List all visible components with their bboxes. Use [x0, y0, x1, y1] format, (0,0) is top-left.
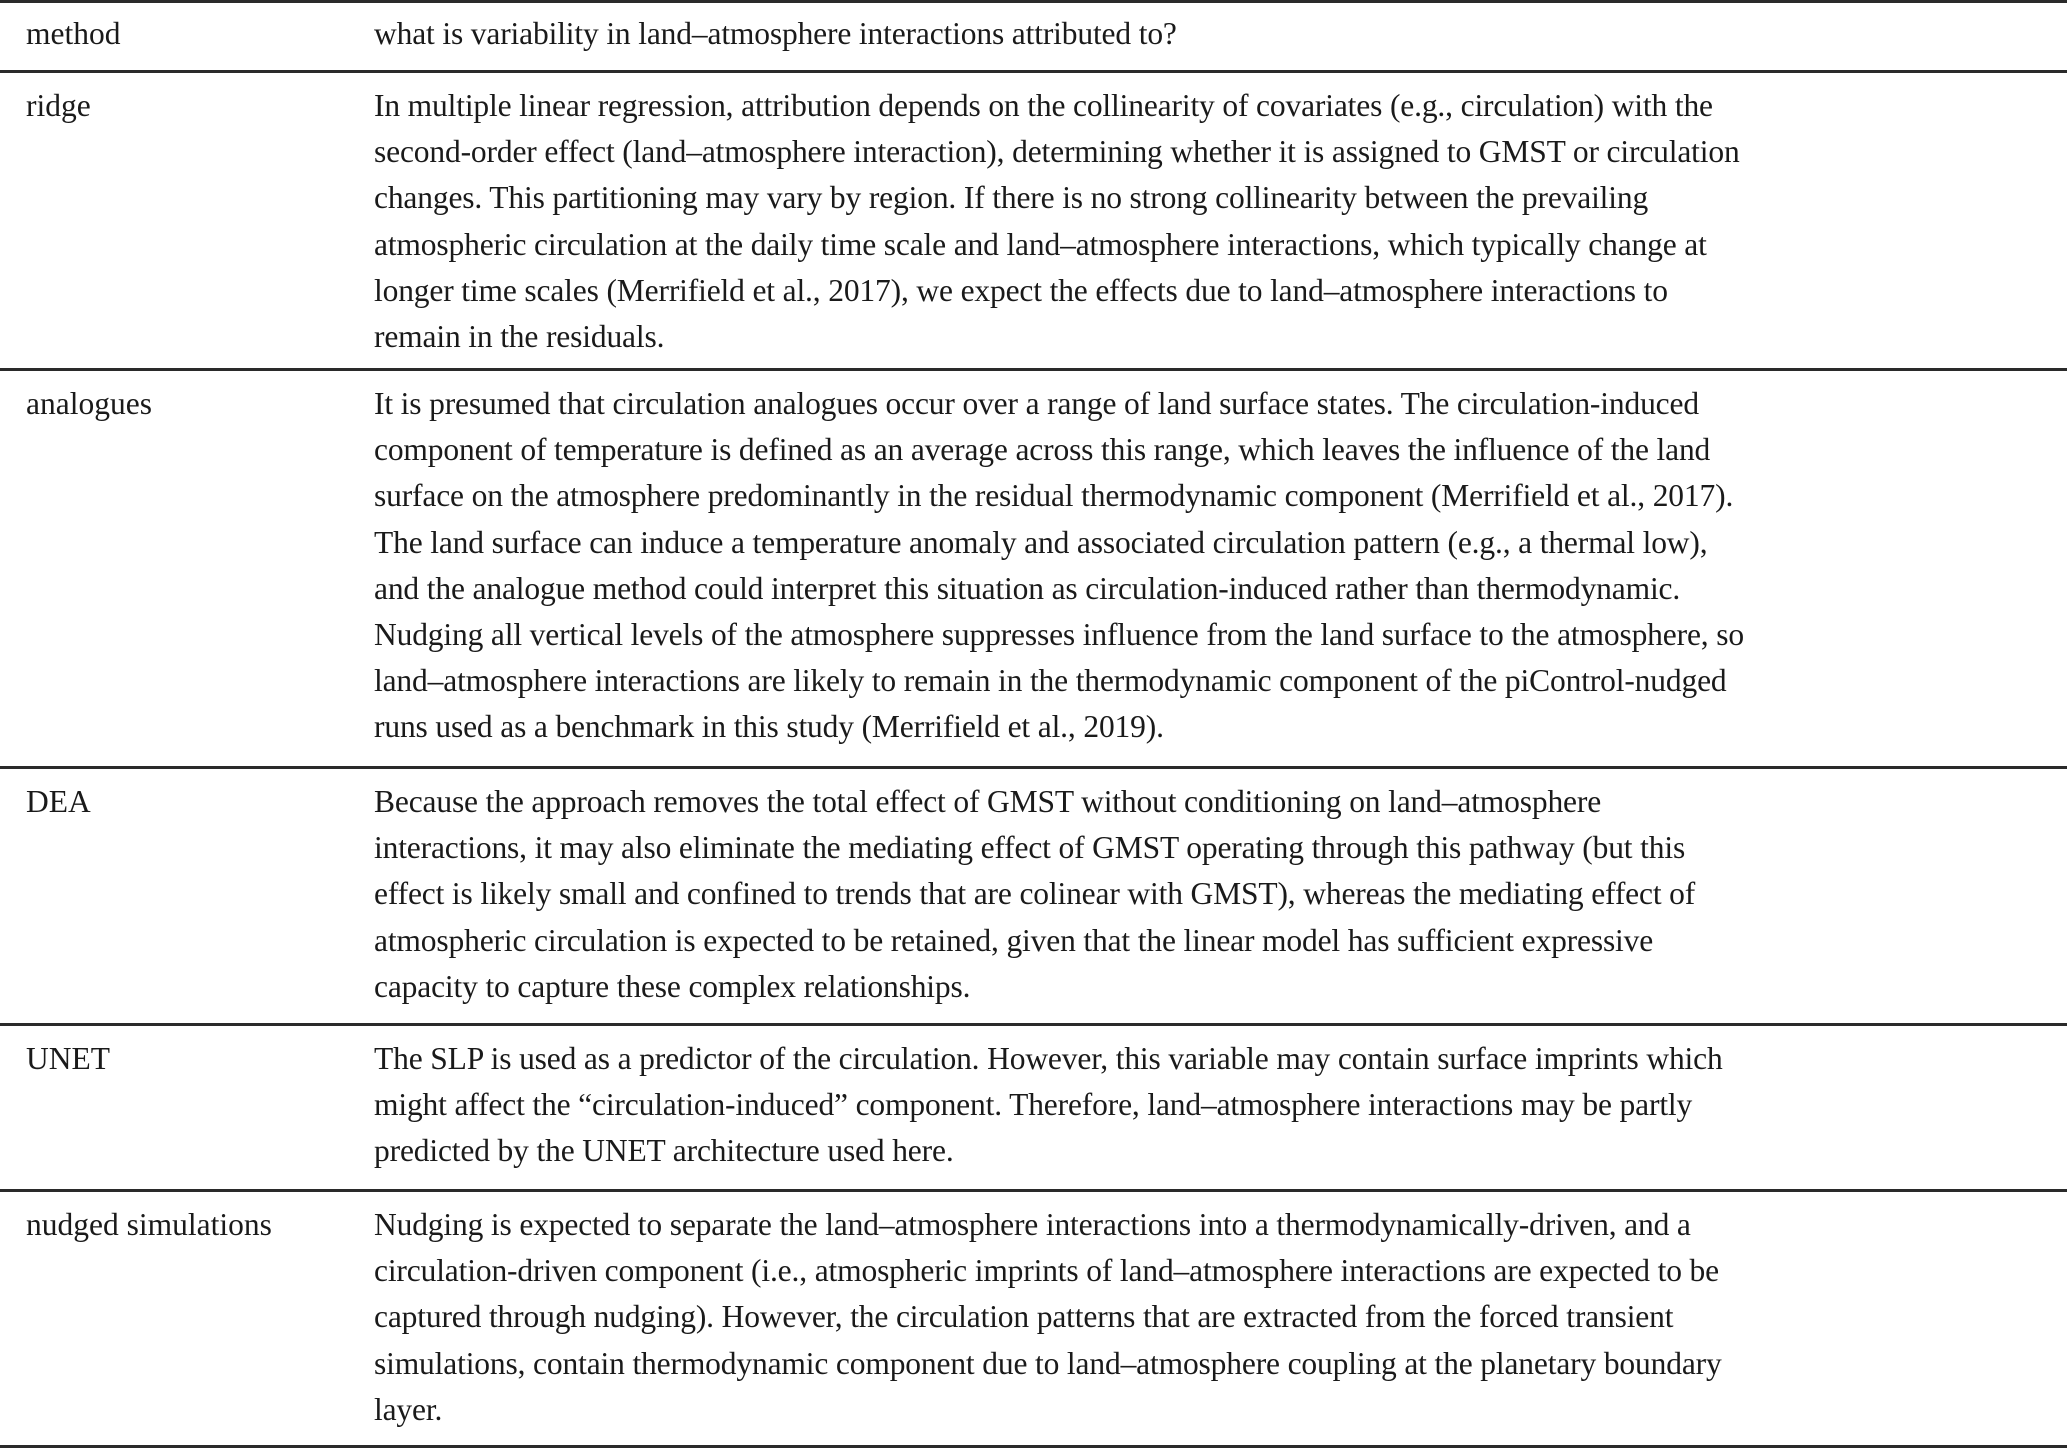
row-description: [374, 381, 1744, 751]
description-line: The land surface can induce a temperature anomaly and associated circulation pattern (e.g., a thermal low),: [374, 524, 1708, 560]
header-method: method: [26, 16, 121, 51]
table-row-nudged-simulations: [0, 1192, 2067, 1448]
description-line: runs used as a benchmark in this study (Merrifield et al., 2019).: [374, 709, 1164, 745]
description-line: circulation-driven component (i.e., atmospheric imprints of land–atmosphere interactions are expected to be: [374, 1253, 1719, 1289]
description-line: simulations, contain thermodynamic component due to land–atmosphere coupling at the planetary boundary: [374, 1345, 1722, 1381]
description-line: and the analogue method could interpret this situation as circulation-induced rather than thermodynamic.: [374, 570, 1681, 606]
description-line: changes. This partitioning may vary by region. If there is no strong collinearity between the prevailing: [374, 180, 1649, 216]
header-description: what is variability in land–atmosphere interactions attributed to?: [374, 16, 1177, 51]
table-row-analogues: [0, 371, 2067, 769]
description-line: The SLP is used as a predictor of the circulation. However, this variable may contain surface imprints which: [374, 1041, 1723, 1076]
row-description: [374, 779, 1695, 1010]
row-method: ridge: [26, 88, 91, 123]
description-line: Because the approach removes the total effect of GMST without conditioning on land–atmosphere: [374, 784, 1602, 819]
description-line: longer time scales (Merrifield et al., 2017), we expect the effects due to land–atmosphere interactions to: [374, 272, 1668, 308]
row-description: [374, 1202, 1722, 1433]
row-method: nudged simulations: [26, 1207, 272, 1242]
row-method: UNET: [26, 1041, 110, 1076]
description-line: Nudging all vertical levels of the atmosphere suppresses influence from the land surface to the atmosphere, so: [374, 617, 1744, 653]
row-method: DEA: [26, 784, 91, 819]
description-line: might affect the “circulation-induced” component. Therefore, land–atmosphere interactions may be partly: [374, 1087, 1693, 1123]
description-line: captured through nudging). However, the circulation patterns that are extracted from the forced transient: [374, 1299, 1674, 1335]
description-line: second-order effect (land–atmosphere interaction), determining whether it is assigned to GMST or circulation: [374, 134, 1740, 170]
description-line: Nudging is expected to separate the land–atmosphere interactions into a thermodynamically-driven, and a: [374, 1207, 1691, 1242]
description-line: atmospheric circulation is expected to be retained, given that the linear model has sufficient expressive: [374, 922, 1654, 958]
description-line: atmospheric circulation at the daily time scale and land–atmosphere interactions, which typically change at: [374, 226, 1707, 262]
description-line: surface on the atmosphere predominantly in the residual thermodynamic component (Merrifield et al., 2017).: [374, 478, 1734, 514]
table-row-dea: [0, 769, 2067, 1026]
table-row-unet: [0, 1026, 2067, 1192]
description-line: capacity to capture these complex relationships.: [374, 968, 971, 1004]
description-line: layer.: [374, 1391, 443, 1427]
row-description: [374, 83, 1740, 360]
description-line: remain in the residuals.: [374, 319, 665, 355]
row-method: analogues: [26, 386, 152, 421]
description-line: land–atmosphere interactions are likely to remain in the thermodynamic component of the piControl-nudged: [374, 663, 1727, 699]
description-line: In multiple linear regression, attribution depends on the collinearity of covariates (e.g., circulation) with the: [374, 88, 1713, 123]
description-line: predicted by the UNET architecture used here.: [374, 1133, 954, 1169]
table-header-row: [0, 0, 2067, 73]
description-line: component of temperature is defined as an average across this range, which leaves the influence of the land: [374, 432, 1711, 468]
row-description: [374, 1036, 1723, 1175]
description-line: It is presumed that circulation analogues occur over a range of land surface states. The circulation-induced: [374, 386, 1699, 421]
table-row-ridge: [0, 73, 2067, 371]
description-line: interactions, it may also eliminate the mediating effect of GMST operating through this pathway (but this: [374, 830, 1686, 866]
description-line: effect is likely small and confined to trends that are colinear with GMST), whereas the mediating effect of: [374, 876, 1696, 912]
